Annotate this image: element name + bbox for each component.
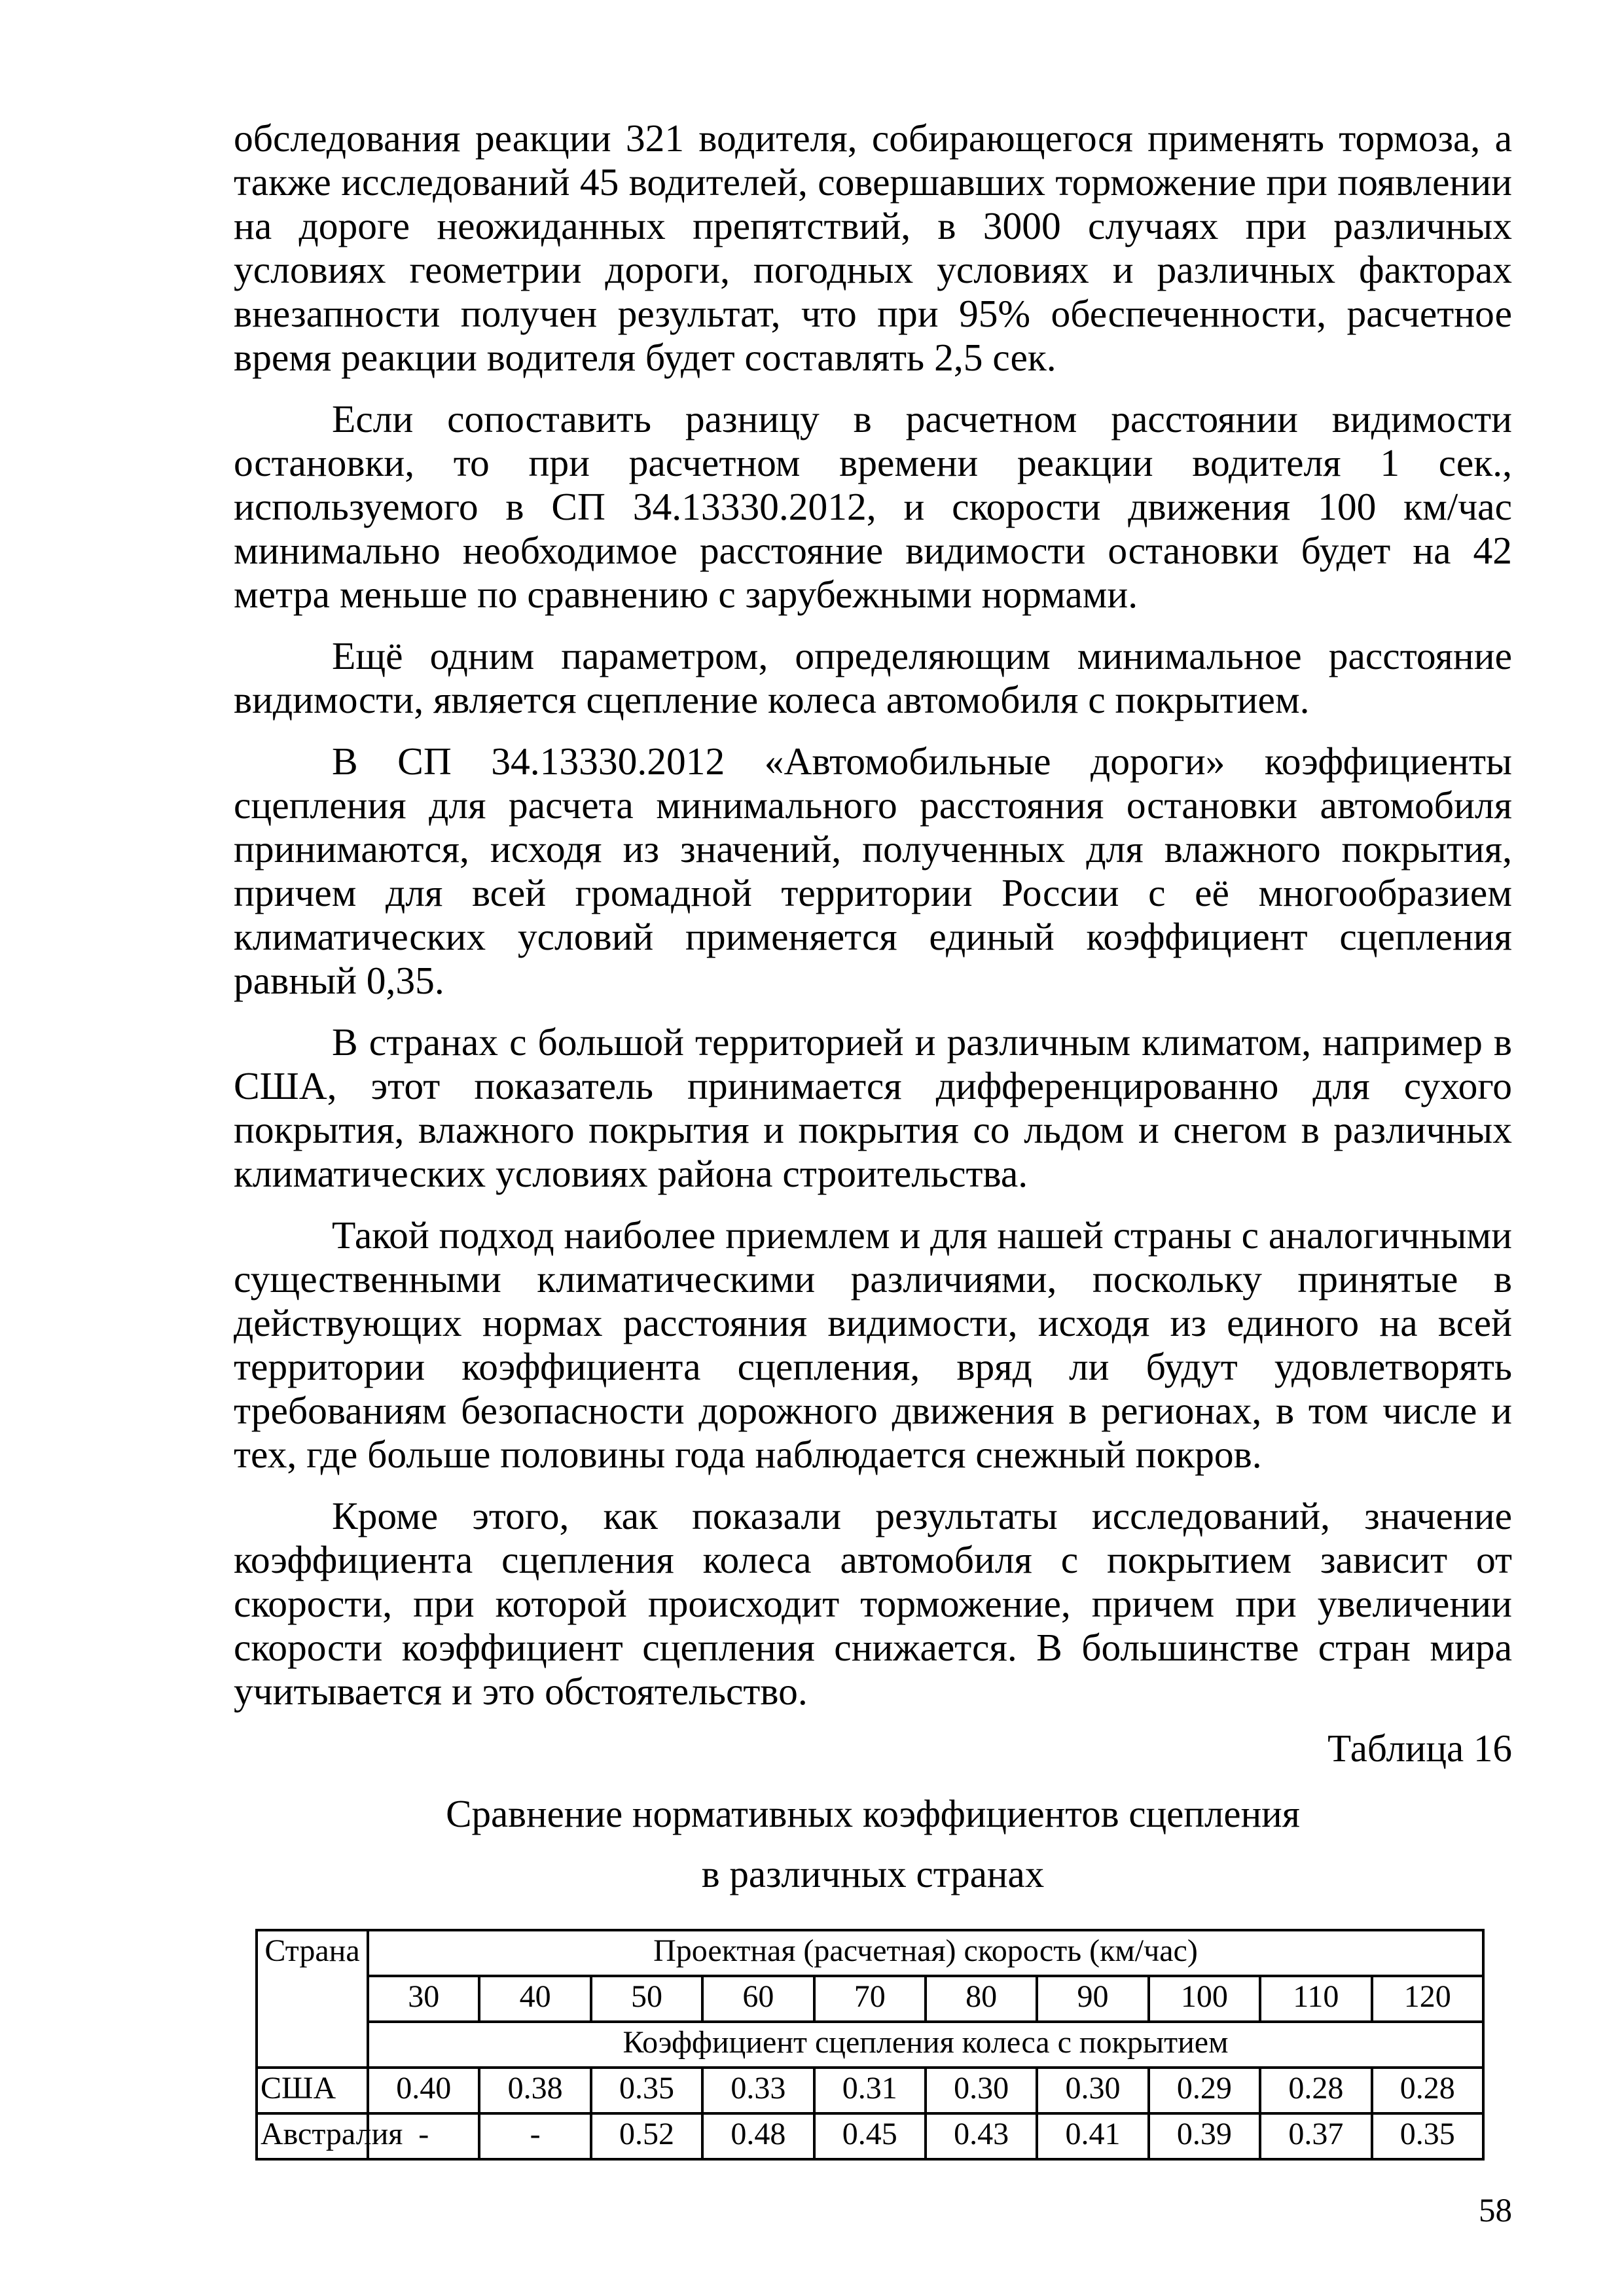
paragraph: Ещё одним параметром, определяющим минимальное расстояние видимости, является сцепление колеса автомобиля с покрытием. [234, 634, 1512, 721]
value-cell: 0.30 [1037, 2068, 1148, 2113]
value-cell: 0.37 [1260, 2113, 1371, 2159]
table-number: Таблица 16 [1327, 1727, 1512, 1770]
value-cell: 0.43 [926, 2113, 1037, 2159]
coefficient-table [255, 1929, 1485, 2161]
value-cell: 0.39 [1149, 2113, 1260, 2159]
paragraph: обследования реакции 321 водителя, собирающегося применять тормоза, а также исследований 45 водителей, совершавших торможение при появлении на дороге неожиданных препятствий, в 3000 случаях при различных условиях геометрии дороги, погодных условиях и различных факторах внезапности получен результат, что при 95% обеспеченности, расчетное время реакции водителя будет составлять 2,5 сек. [234, 117, 1512, 379]
value-cell: 0.33 [702, 2068, 814, 2113]
table-header-row [257, 1930, 1483, 1976]
table-row [257, 2068, 1483, 2113]
header-country: Страна [257, 1930, 368, 2068]
speed-cell: 50 [591, 1976, 702, 2022]
speed-cell: 100 [1149, 1976, 1260, 2022]
paragraph: Такой подход наиболее приемлем и для нашей страны с аналогичными существенными климатическими различиями, поскольку принятые в действующих нормах расстояния видимости, исходя из единого на всей территории коэффициента сцепления, вряд ли будут удовлетворять требованиям безопасности дорожного движения в регионах, в том числе и тех, где больше половины года наблюдается снежный покров. [234, 1213, 1512, 1476]
paragraph: В СП 34.13330.2012 «Автомобильные дороги» коэффициенты сцепления для расчета минимального расстояния остановки автомобиля принимаются, исходя из значений, полученных для влажного покрытия, причем для всей громадной территории России с её многообразием климатических условий применяется единый коэффициент сцепления равный 0,35. [234, 740, 1512, 1002]
speed-cell: 60 [702, 1976, 814, 2022]
speed-cell: 120 [1372, 1976, 1483, 2022]
header-coefficient: Коэффициент сцепления колеса с покрытием [368, 2022, 1483, 2068]
value-cell: 0.45 [814, 2113, 926, 2159]
speed-cell: 80 [926, 1976, 1037, 2022]
page-number: 58 [1479, 2193, 1512, 2229]
value-cell: 0.28 [1260, 2068, 1371, 2113]
value-cell: 0.40 [368, 2068, 479, 2113]
table-row [257, 2113, 1483, 2159]
country-cell: США [257, 2068, 368, 2113]
table-speeds-row [257, 1976, 1483, 2022]
value-cell: 0.35 [591, 2068, 702, 2113]
value-cell: 0.31 [814, 2068, 926, 2113]
paragraph: Кроме этого, как показали результаты исследований, значение коэффициента сцепления колеса автомобиля с покрытием зависит от скорости, при которой происходит торможение, причем при увеличении скорости коэффициент сцепления снижается. В большинстве стран мира учитывается и это обстоятельство. [234, 1494, 1512, 1713]
speed-cell: 30 [368, 1976, 479, 2022]
paragraph: Если сопоставить разницу в расчетном расстоянии видимости остановки, то при расчетном времени реакции водителя 1 сек., используемого в СП 34.13330.2012, и скорости движения 100 км/час минимально необходимое расстояние видимости остановки будет на 42 метра меньше по сравнению с зарубежными нормами. [234, 397, 1512, 616]
paragraph: В странах с большой территорией и различным климатом, например в США, этот показатель принимается дифференцированно для сухого покрытия, влажного покрытия и покрытия со льдом и снегом в различных климатических условиях района строительства. [234, 1020, 1512, 1195]
speed-cell: 40 [479, 1976, 590, 2022]
country-cell: Австралия [257, 2113, 368, 2159]
speed-cell: 90 [1037, 1976, 1148, 2022]
value-cell: 0.48 [702, 2113, 814, 2159]
speed-cell: 70 [814, 1976, 926, 2022]
speed-cell: 110 [1260, 1976, 1371, 2022]
body-text [234, 117, 1512, 1731]
value-cell: 0.30 [926, 2068, 1037, 2113]
value-cell: 0.35 [1372, 2113, 1483, 2159]
table-title-line: Сравнение нормативных коэффициентов сцепления [446, 1792, 1300, 1835]
table-title-line: в различных странах [701, 1852, 1045, 1895]
value-cell: 0.38 [479, 2068, 590, 2113]
table-coef-header-row [257, 2022, 1483, 2068]
value-cell: - [479, 2113, 590, 2159]
value-cell: 0.29 [1149, 2068, 1260, 2113]
value-cell: 0.28 [1372, 2068, 1483, 2113]
value-cell: 0.52 [591, 2113, 702, 2159]
table-title [234, 1784, 1512, 1904]
value-cell: - [368, 2113, 479, 2159]
header-speed: Проектная (расчетная) скорость (км/час) [368, 1930, 1483, 1976]
value-cell: 0.41 [1037, 2113, 1148, 2159]
